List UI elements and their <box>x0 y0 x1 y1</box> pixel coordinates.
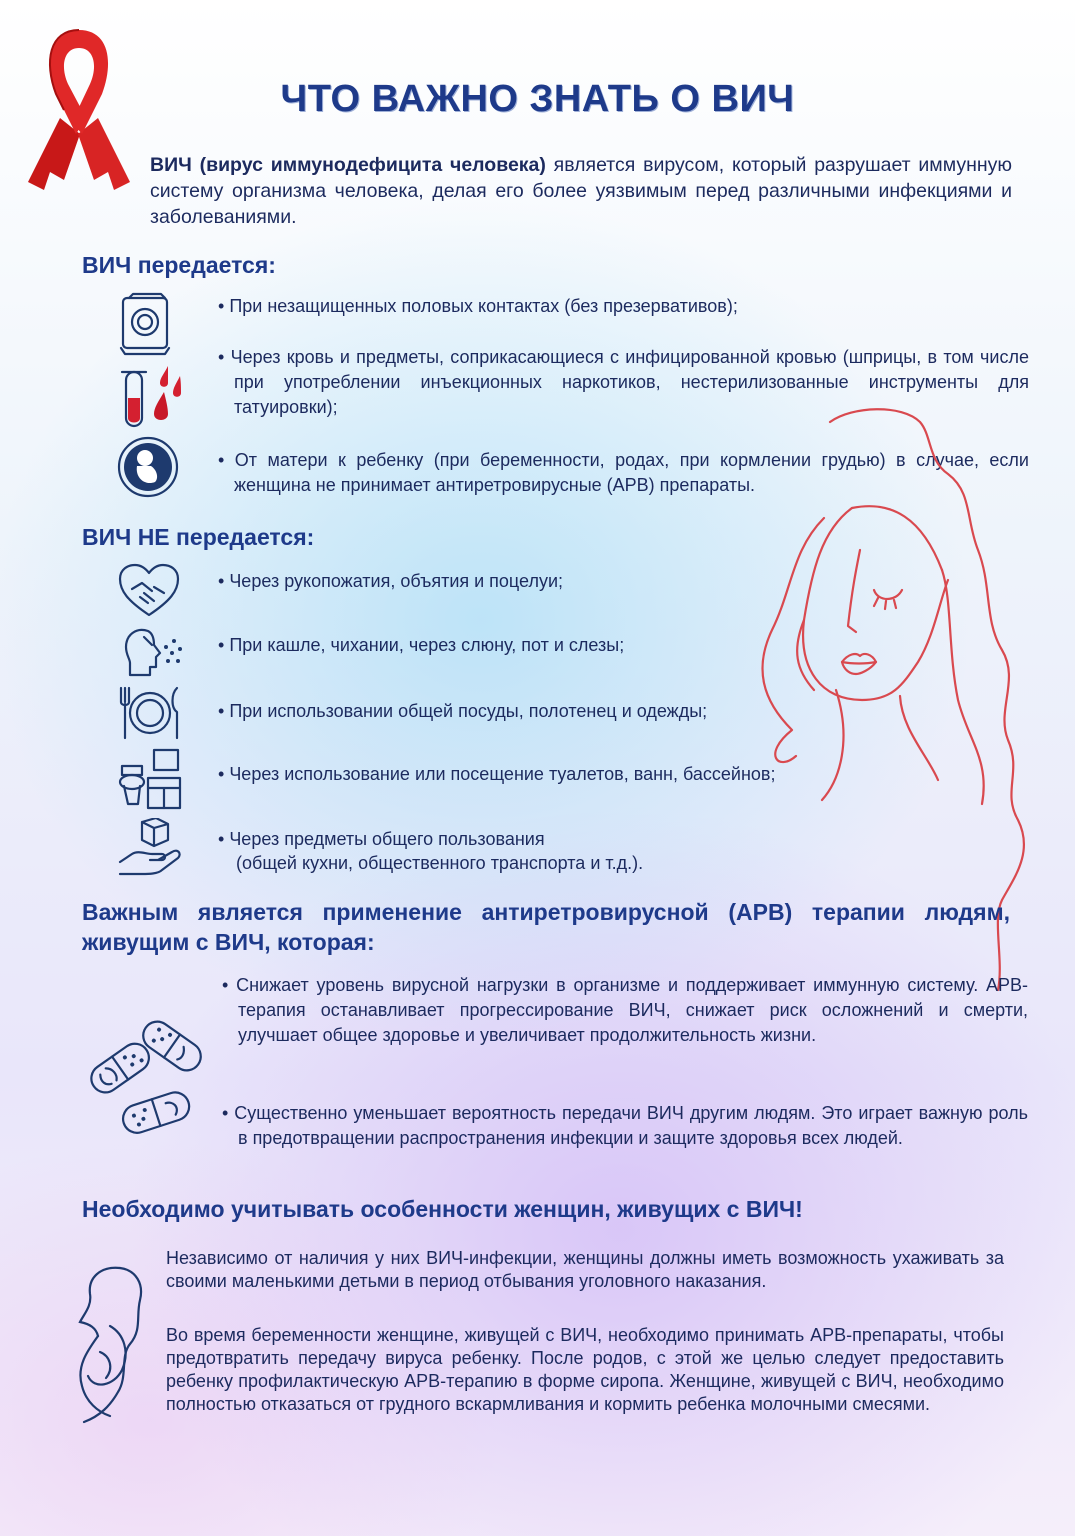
not-transmitted-item-line2: (общей кухни, общественного транспорта и т.д.). <box>236 853 644 873</box>
not-transmitted-item: • Через рукопожатия, объятия и поцелуи; <box>218 569 954 594</box>
arv-heading: Важным является применение антиретровирусной (АРВ) терапии людям, живущим с ВИЧ, которая: <box>82 899 1010 955</box>
handshake-heart-icon <box>118 563 180 619</box>
transmitted-item: • При незащищенных половых контактах (без презервативов); <box>218 294 1029 319</box>
box-in-hand-icon <box>118 818 182 878</box>
not-transmitted-item: • Через предметы общего пользования <box>218 827 954 852</box>
pills-icon <box>88 1012 212 1136</box>
transmitted-item: • От матери к ребенку (при беременности, родах, при кормлении грудью) в случае, если женщина не принимает антиретровирусные (АРВ) препараты. <box>218 448 1029 498</box>
transmitted-heading: ВИЧ передается: <box>82 252 276 278</box>
not-transmitted-item: • При кашле, чихании, через слюну, пот и слезы; <box>218 633 954 658</box>
dishes-icon <box>115 686 185 740</box>
intro-bold: ВИЧ (вирус иммунодефицита человека) <box>150 154 546 176</box>
not-transmitted-item: • При использовании общей посуды, полотенец и одежды; <box>218 699 954 724</box>
not-transmitted-heading: ВИЧ НЕ передается: <box>82 524 315 550</box>
mother-silhouette-icon <box>70 1266 156 1426</box>
transmitted-item: • Через кровь и предметы, соприкасающиеся с инфицированной кровью (шприцы, в том числе при употреблении инъекционных наркотиков, нестерилизованные инструменты для татуировки); <box>218 345 1029 420</box>
not-transmitted-item: • Через использование или посещение туалетов, ванн, бассейнов; <box>218 762 954 787</box>
blood-tube-icon <box>118 364 190 430</box>
women-paragraph: Во время беременности женщине, живущей с ВИЧ, необходимо принимать АРВ-препараты, чтобы предотвратить передачу вируса ребенку. После родов, с этой же целью следует предоставить ребенку профилактическую АРВ-терапию в форме сиропа. Женщине, живущей с ВИЧ, необходимо полностью отказаться от грудного вскармливания и кормить ребенка молочными смесями. <box>166 1325 1004 1414</box>
page-title: ЧТО ВАЖНО ЗНАТЬ О ВИЧ <box>280 78 795 120</box>
women-heading: Необходимо учитывать особенности женщин, живущих с ВИЧ! <box>82 1196 803 1222</box>
arv-item: • Существенно уменьшает вероятность передачи ВИЧ другим людям. Это играет важную роль в предотвращении распространения инфекции и защите здоровья всех людей. <box>222 1101 1028 1151</box>
intro-paragraph <box>150 152 1012 230</box>
arv-item: • Снижает уровень вирусной нагрузки в организме и поддерживает иммунную систему. АРВ-терапия останавливает прогрессирование ВИЧ, снижает риск осложнений и смерти, улучшает общее здоровье и увеличивает продолжительность жизни. <box>222 973 1028 1048</box>
condom-icon <box>115 292 177 358</box>
women-paragraph: Независимо от наличия у них ВИЧ-инфекции, женщины должны иметь возможность ухаживать за своими маленькими детьми в период отбывания уголовного наказания. <box>166 1248 1004 1291</box>
intro-text: является вирусом, который разрушает иммунную систему организма человека, делая его более уязвимым перед различными инфекциями и заболеваниями. <box>150 154 1012 228</box>
bathroom-icon <box>116 748 182 810</box>
sneeze-icon <box>118 623 184 679</box>
embryo-icon <box>115 434 181 500</box>
